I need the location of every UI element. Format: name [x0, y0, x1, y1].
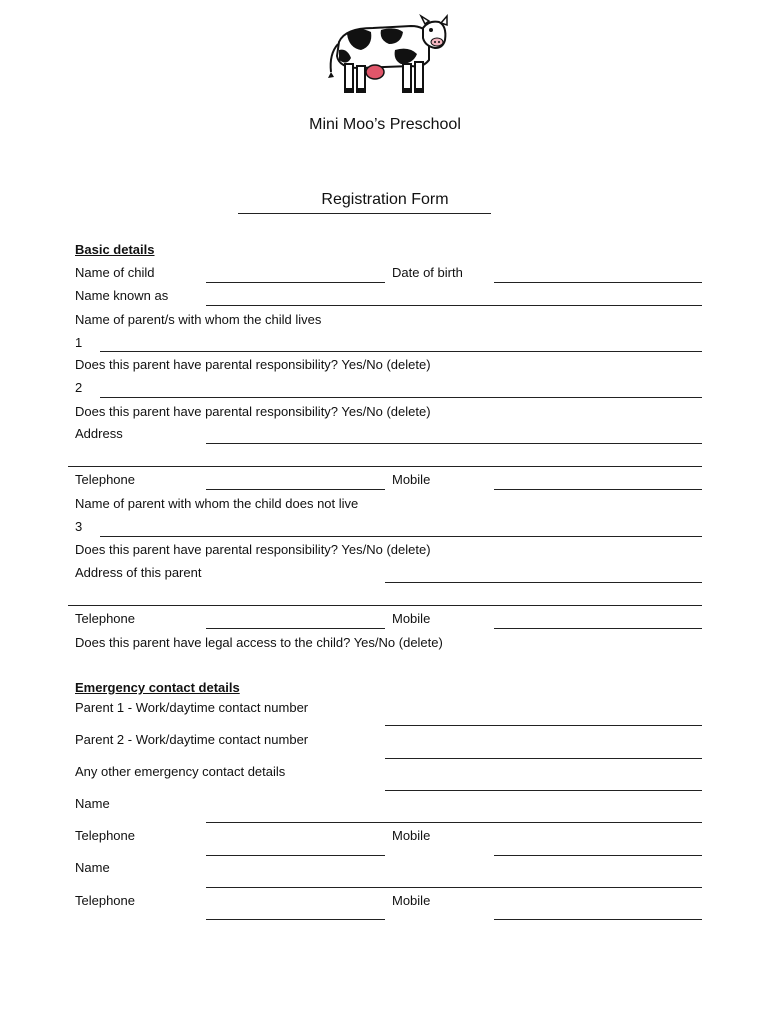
- emergency-heading: Emergency contact details: [75, 680, 240, 695]
- emergency-name-2-field[interactable]: [206, 887, 702, 888]
- mobile-field[interactable]: [494, 489, 702, 490]
- basic-details-heading: Basic details: [75, 242, 155, 257]
- emergency-telephone-1-field[interactable]: [206, 855, 385, 856]
- emergency-mobile-1-label: Mobile: [392, 828, 431, 843]
- parent-2-field[interactable]: [100, 397, 702, 398]
- name-of-child-label: Name of child: [75, 265, 155, 280]
- mobile-2-label: Mobile: [392, 611, 431, 626]
- name-known-as-label: Name known as: [75, 288, 169, 303]
- address-field-line-1[interactable]: [206, 443, 702, 444]
- emergency-mobile-2-field[interactable]: [494, 919, 702, 920]
- parents-lives-label: Name of parent/s with whom the child lives: [75, 312, 322, 327]
- parent-3-number: 3: [75, 519, 83, 534]
- other-emergency-field[interactable]: [385, 790, 702, 791]
- parent-1-contact-label: Parent 1 - Work/daytime contact number: [75, 700, 309, 715]
- emergency-mobile-2-label: Mobile: [392, 893, 431, 908]
- telephone-2-label: Telephone: [75, 611, 135, 626]
- legal-access-question: Does this parent have legal access to the child? Yes/No (delete): [75, 635, 443, 650]
- parent-2-contact-label: Parent 2 - Work/daytime contact number: [75, 732, 309, 747]
- emergency-telephone-2-label: Telephone: [75, 893, 135, 908]
- address-label: Address: [75, 426, 123, 441]
- address-of-parent-field-line-1[interactable]: [385, 582, 702, 583]
- emergency-telephone-2-field[interactable]: [206, 919, 385, 920]
- telephone-field[interactable]: [206, 489, 385, 490]
- parent-1-field[interactable]: [100, 351, 702, 352]
- emergency-name-1-field[interactable]: [206, 822, 702, 823]
- parent-2-contact-field[interactable]: [385, 758, 702, 759]
- date-of-birth-label: Date of birth: [392, 265, 463, 280]
- parent-2-responsibility: Does this parent have parental responsibility? Yes/No (delete): [75, 404, 431, 419]
- parent-not-live-label: Name of parent with whom the child does not live: [75, 496, 359, 511]
- mobile-2-field[interactable]: [494, 628, 702, 629]
- parent-1-contact-field[interactable]: [385, 725, 702, 726]
- parent-3-responsibility: Does this parent have parental responsibility? Yes/No (delete): [75, 542, 431, 557]
- emergency-name-2-label: Name: [75, 860, 110, 875]
- parent-3-field[interactable]: [100, 536, 702, 537]
- telephone-label: Telephone: [75, 472, 135, 487]
- mobile-label: Mobile: [392, 472, 431, 487]
- title-underline: [238, 213, 491, 214]
- date-of-birth-field[interactable]: [494, 282, 702, 283]
- address-field-line-2[interactable]: [68, 466, 702, 467]
- address-of-parent-field-line-2[interactable]: [68, 605, 702, 606]
- parent-1-responsibility: Does this parent have parental responsibility? Yes/No (delete): [75, 357, 431, 372]
- parent-1-number: 1: [75, 335, 83, 350]
- emergency-name-1-label: Name: [75, 796, 110, 811]
- form-title: Registration Form: [321, 191, 449, 208]
- emergency-telephone-1-label: Telephone: [75, 828, 135, 843]
- cow-logo-icon: [325, 14, 451, 98]
- name-of-child-field[interactable]: [206, 282, 385, 283]
- telephone-2-field[interactable]: [206, 628, 385, 629]
- other-emergency-label: Any other emergency contact details: [75, 764, 286, 779]
- emergency-mobile-1-field[interactable]: [494, 855, 702, 856]
- address-of-parent-label: Address of this parent: [75, 565, 202, 580]
- parent-2-number: 2: [75, 380, 83, 395]
- school-name: Mini Moo’s Preschool: [309, 116, 461, 133]
- name-known-as-field[interactable]: [206, 305, 702, 306]
